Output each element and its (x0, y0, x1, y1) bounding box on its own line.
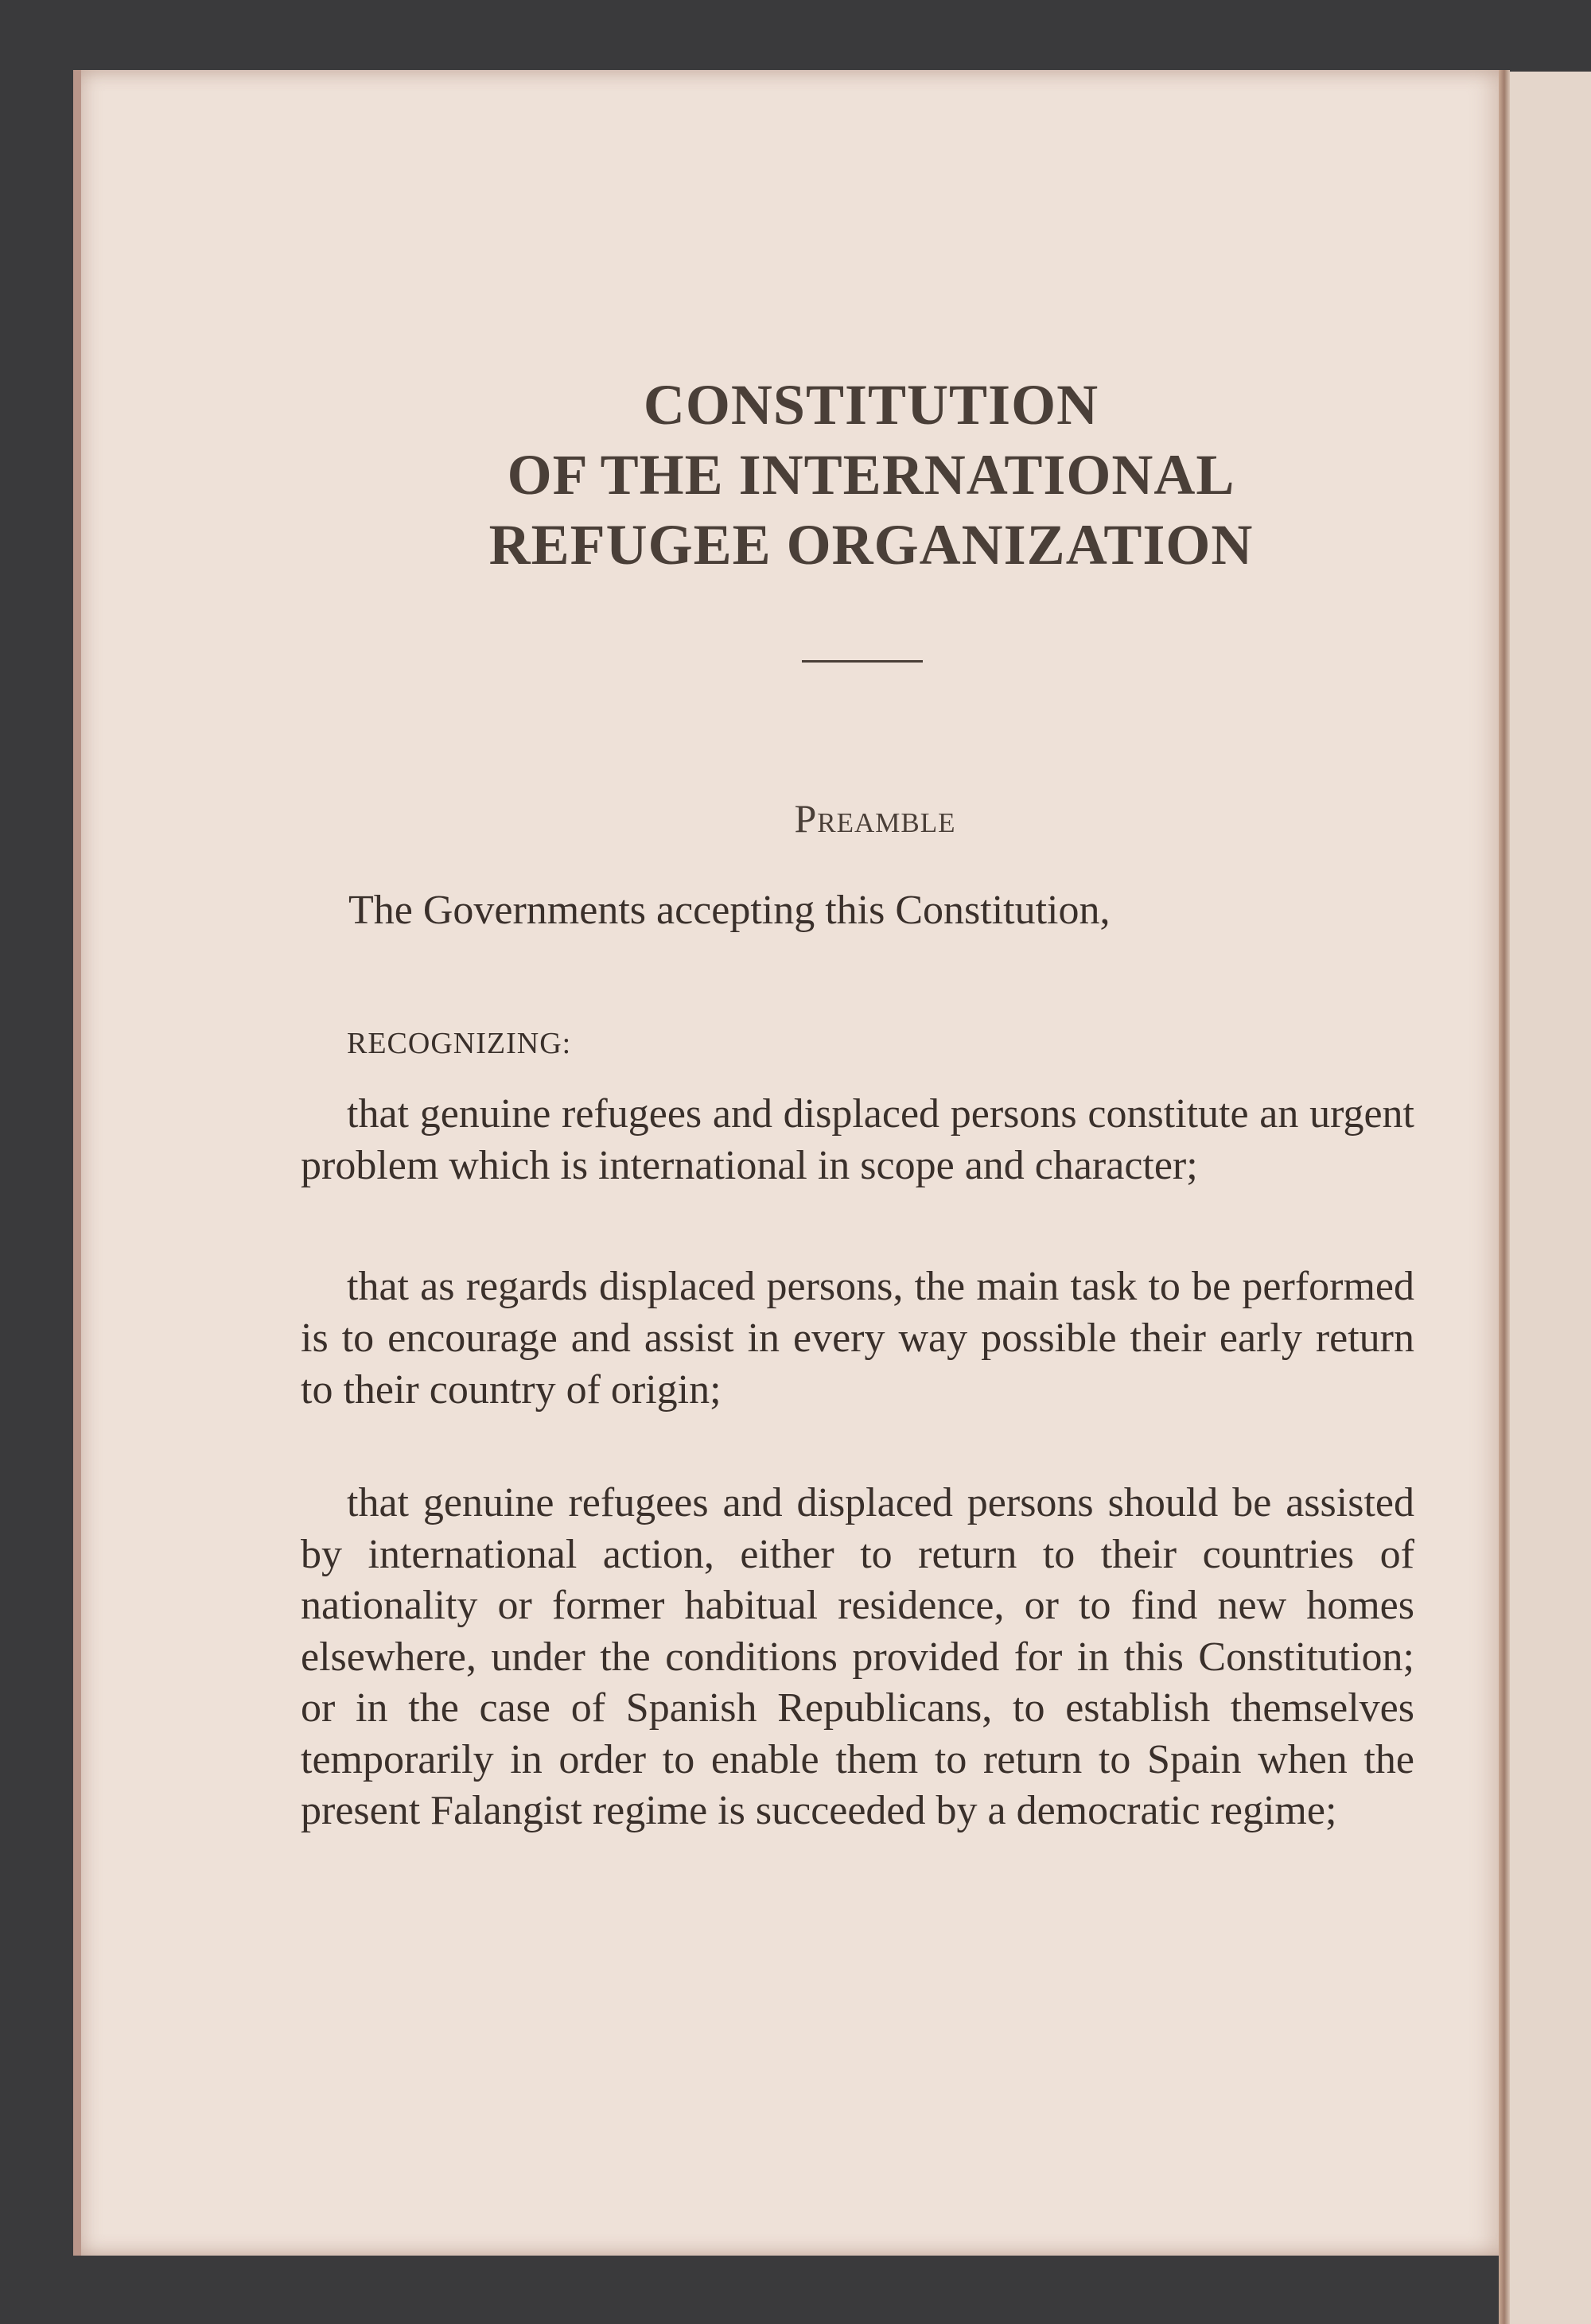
clause-2: that as regards displaced persons, the main task to be performed is to encourage and assist in every way possible their early return to their country of origin; (301, 1264, 1414, 1413)
document-title (382, 370, 1360, 580)
recognizing-label: RECOGNIZING: (347, 1027, 572, 1060)
title-line-2: OF THE INTERNATIONAL (507, 443, 1235, 507)
clause-3: that genuine refugees and displaced persons should be assisted by international action, either to return to their countries of nationality or former habitual residence, or to find new homes elsewhere, under the conditions provided for in this Constitution; or in the case of Spanish Republicans, to establish themselves temporarily in order to enable them to return to Spain when the present Falangist regime is succeeded by a democratic regime; (301, 1480, 1414, 1833)
adjacent-page (1507, 72, 1591, 2324)
clause-1: that genuine refugees and displaced persons constitute an urgent problem which is international in scope and character; (301, 1091, 1414, 1188)
intro-sentence: The Governments accepting this Constitution, (348, 888, 1111, 933)
section-heading: Preamble (794, 796, 956, 841)
page-edge (73, 70, 81, 2256)
title-line-3: REFUGEE ORGANIZATION (488, 513, 1254, 577)
title-line-1: CONSTITUTION (643, 373, 1099, 437)
title-divider (802, 660, 923, 663)
book-spine (1499, 70, 1510, 2324)
